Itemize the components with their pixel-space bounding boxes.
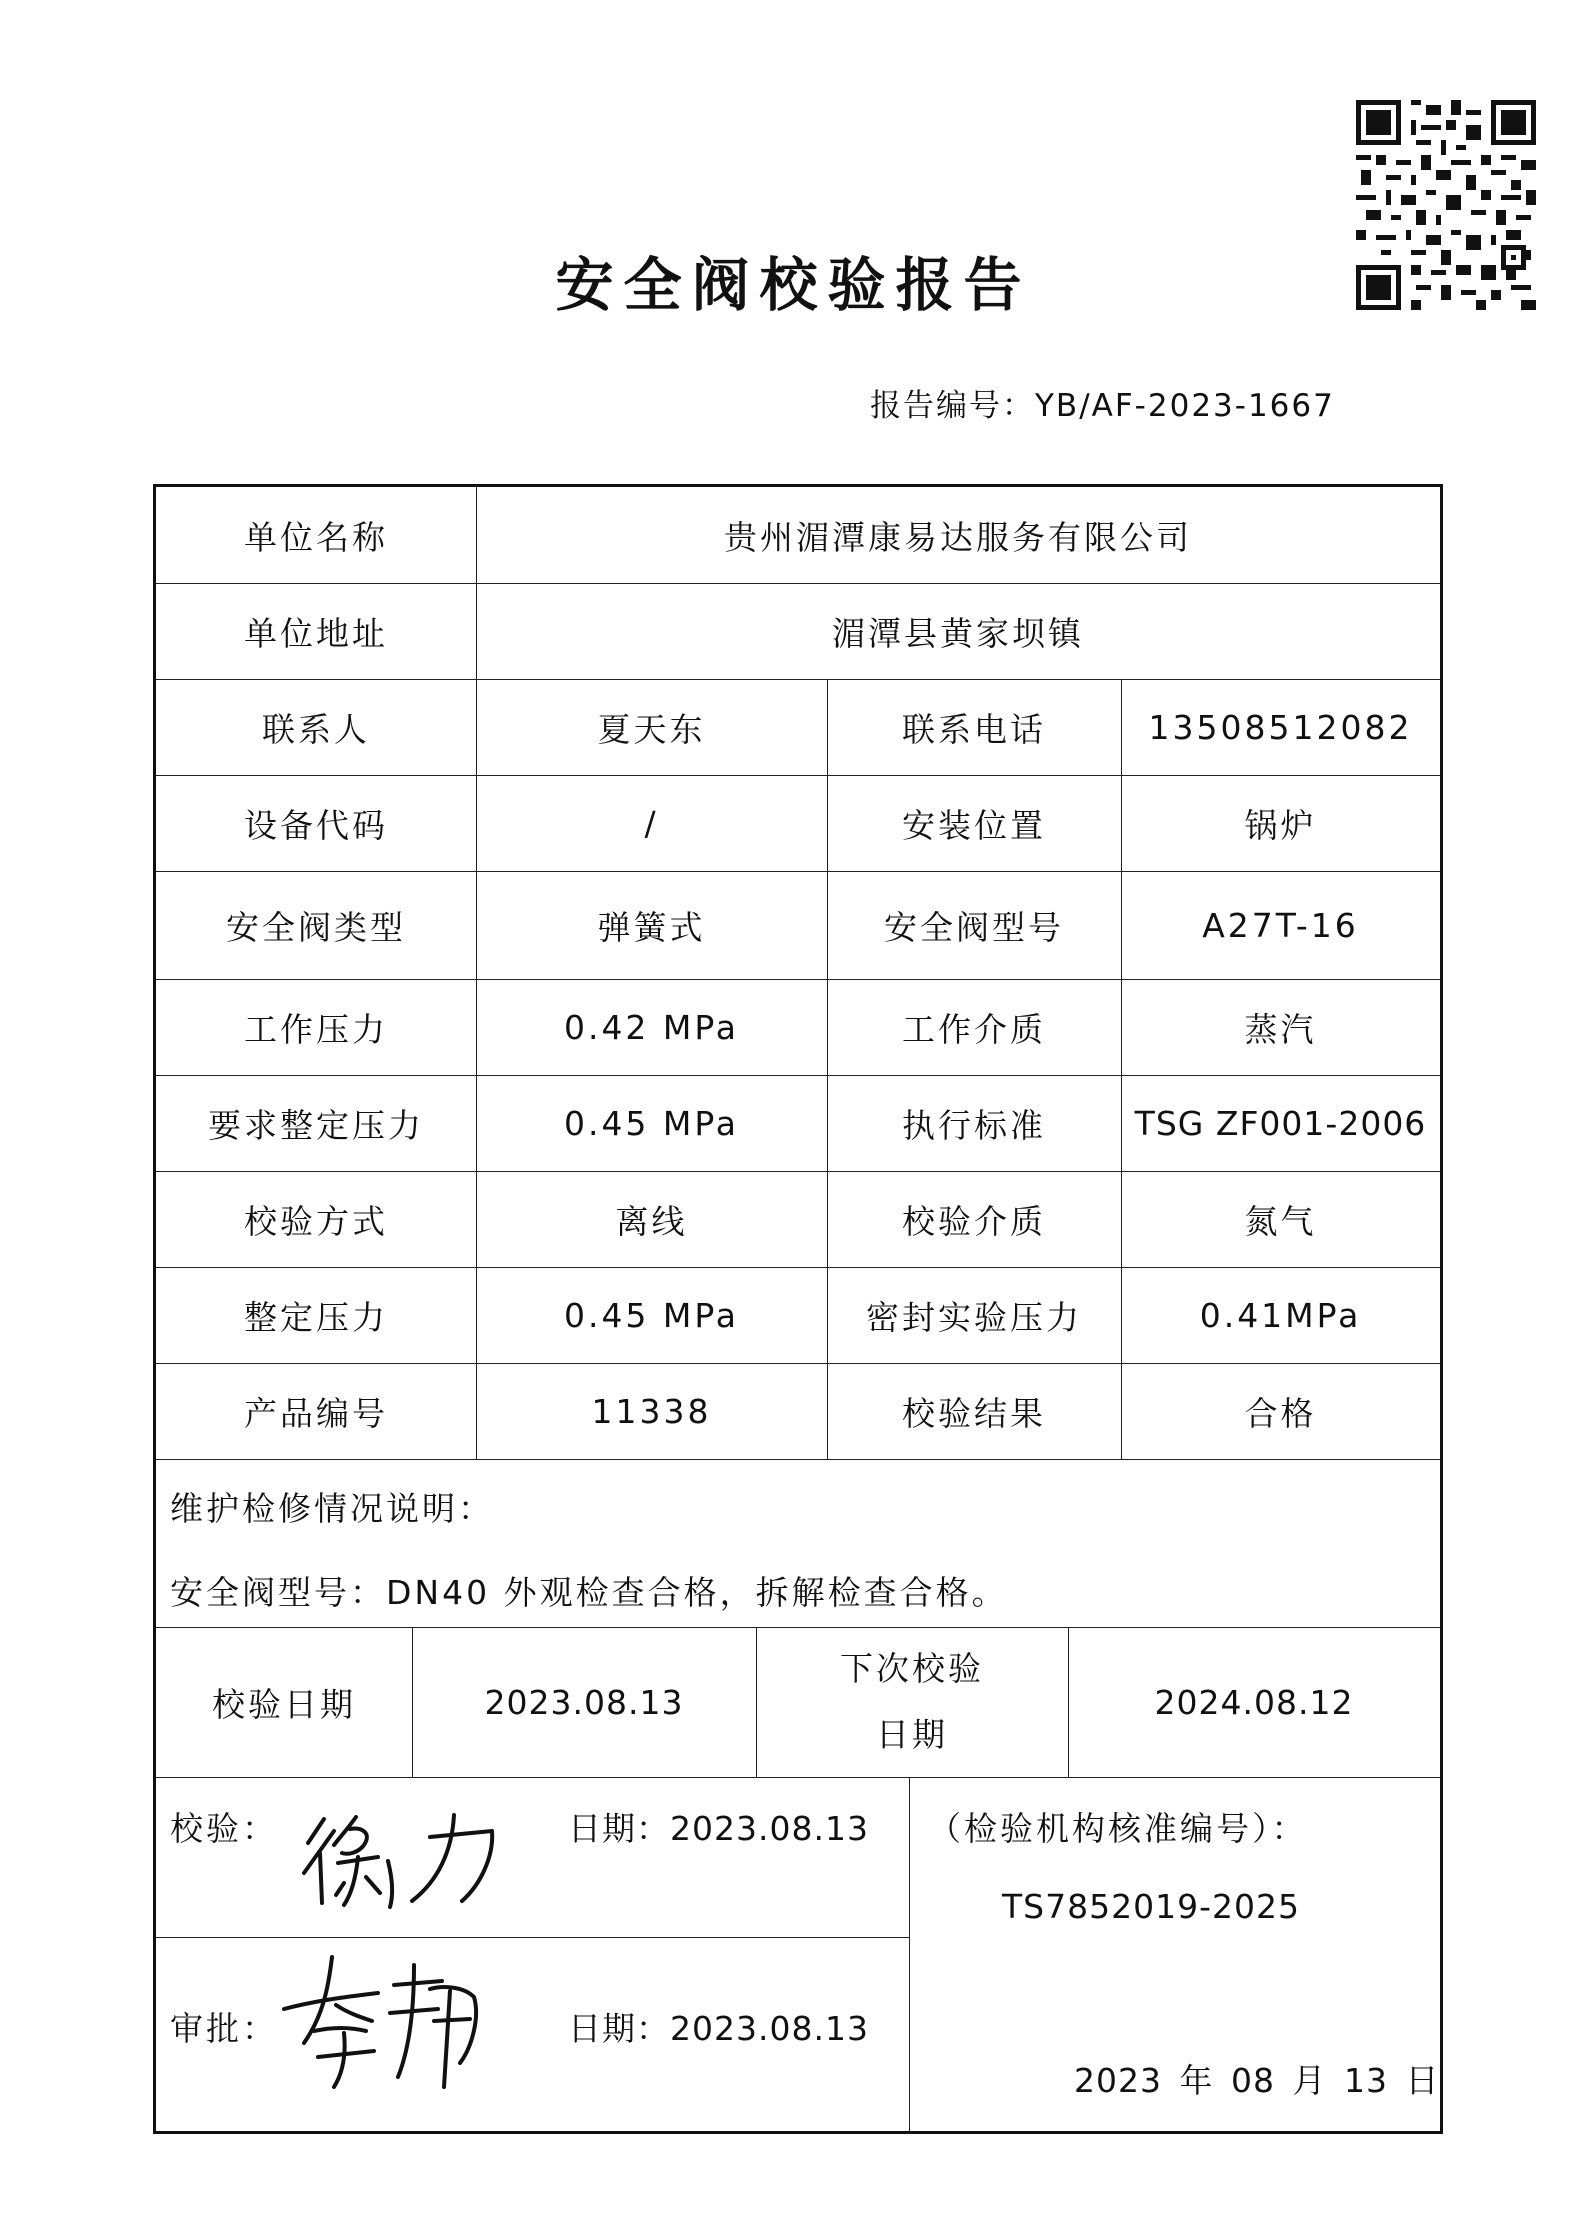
working-pressure-value: 0.42 MPa	[563, 1007, 740, 1047]
working-medium-value: 蒸汽	[1244, 1009, 1317, 1049]
check-date-value: 2023.08.13	[484, 1682, 684, 1722]
org-approval-label: （检验机构核准编号）：	[928, 1809, 1308, 1848]
issue-year: 2023	[1074, 2061, 1162, 2100]
checker-date: 日期：2023.08.13	[568, 1809, 869, 1848]
test-result-label: 校验结果	[902, 1393, 1046, 1433]
valve-type-label: 安全阀类型	[226, 907, 406, 947]
qr-code-icon	[1356, 100, 1536, 310]
valve-model-value: A27T-16	[1202, 905, 1359, 945]
next-check-label-line2: 日期	[876, 1715, 948, 1754]
unit-address-label: 单位地址	[244, 613, 388, 653]
equipment-code-label: 设备代码	[244, 805, 388, 845]
valve-type-value: 弹簧式	[597, 907, 706, 947]
working-pressure-label: 工作压力	[244, 1009, 388, 1049]
set-pressure-label: 整定压力	[244, 1297, 388, 1337]
maintenance-label: 维护检修情况说明：	[170, 1489, 494, 1528]
seal-test-pressure-value: 0.41MPa	[1199, 1295, 1362, 1335]
test-method-label: 校验方式	[244, 1201, 388, 1241]
next-check-label-line1: 下次校验	[840, 1649, 984, 1688]
equipment-code-value: /	[644, 803, 659, 843]
valve-model-label: 安全阀型号	[884, 907, 1064, 947]
issue-day-char: 日	[1405, 2061, 1440, 2100]
report-title: 安全阀校验报告	[555, 251, 1032, 319]
contact-label: 联系人	[262, 709, 370, 749]
standard-label: 执行标准	[902, 1105, 1046, 1145]
unit-name-label: 单位名称	[244, 517, 388, 557]
report-number-value: YB/AF-2023-1667	[1035, 388, 1335, 424]
check-date-label: 校验日期	[212, 1684, 356, 1724]
report-number	[870, 380, 1335, 425]
phone-label: 联系电话	[902, 709, 1046, 749]
required-set-pressure-value: 0.45 MPa	[563, 1103, 740, 1143]
unit-name-value: 贵州湄潭康易达服务有限公司	[724, 517, 1192, 557]
set-pressure-value: 0.45 MPa	[563, 1295, 740, 1335]
issue-month: 08	[1230, 2061, 1275, 2100]
report-number-label: 报告编号：	[870, 388, 1035, 424]
unit-address-value: 湄潭县黄家坝镇	[832, 613, 1084, 653]
product-number-label: 产品编号	[244, 1393, 388, 1433]
test-medium-value: 氮气	[1244, 1201, 1317, 1241]
next-check-date-value: 2024.08.12	[1154, 1682, 1354, 1722]
test-medium-label: 校验介质	[902, 1201, 1046, 1241]
working-medium-label: 工作介质	[902, 1009, 1046, 1049]
issue-year-char: 年	[1179, 2061, 1214, 2100]
issue-date	[1074, 2055, 1439, 2102]
test-result-value: 合格	[1244, 1393, 1317, 1433]
org-approval-number: TS7852019-2025	[1002, 1887, 1300, 1926]
required-set-pressure-label: 要求整定压力	[208, 1105, 424, 1145]
test-method-value: 离线	[615, 1201, 688, 1241]
approver-label: 审批：	[170, 2009, 278, 2048]
product-number-value: 11338	[591, 1391, 712, 1431]
contact-value: 夏天东	[597, 709, 706, 749]
install-location-value: 锅炉	[1244, 805, 1317, 845]
checker-signature-icon	[294, 1797, 514, 1917]
next-check-date-label	[756, 1627, 1068, 1777]
report-table	[153, 484, 1443, 2134]
seal-test-pressure-label: 密封实验压力	[866, 1297, 1082, 1337]
phone-value: 13508512082	[1148, 707, 1413, 747]
issue-day: 13	[1343, 2061, 1388, 2100]
approver-date: 日期：2023.08.13	[568, 2009, 869, 2048]
checker-label: 校验：	[170, 1809, 278, 1848]
issue-month-char: 月	[1292, 2061, 1327, 2100]
standard-value: TSG ZF001-2006	[1134, 1103, 1427, 1143]
approver-signature-icon	[274, 1947, 514, 2097]
maintenance-text: 安全阀型号：DN40 外观检查合格，拆解检查合格。	[170, 1573, 1008, 1612]
install-location-label: 安装位置	[902, 805, 1046, 845]
